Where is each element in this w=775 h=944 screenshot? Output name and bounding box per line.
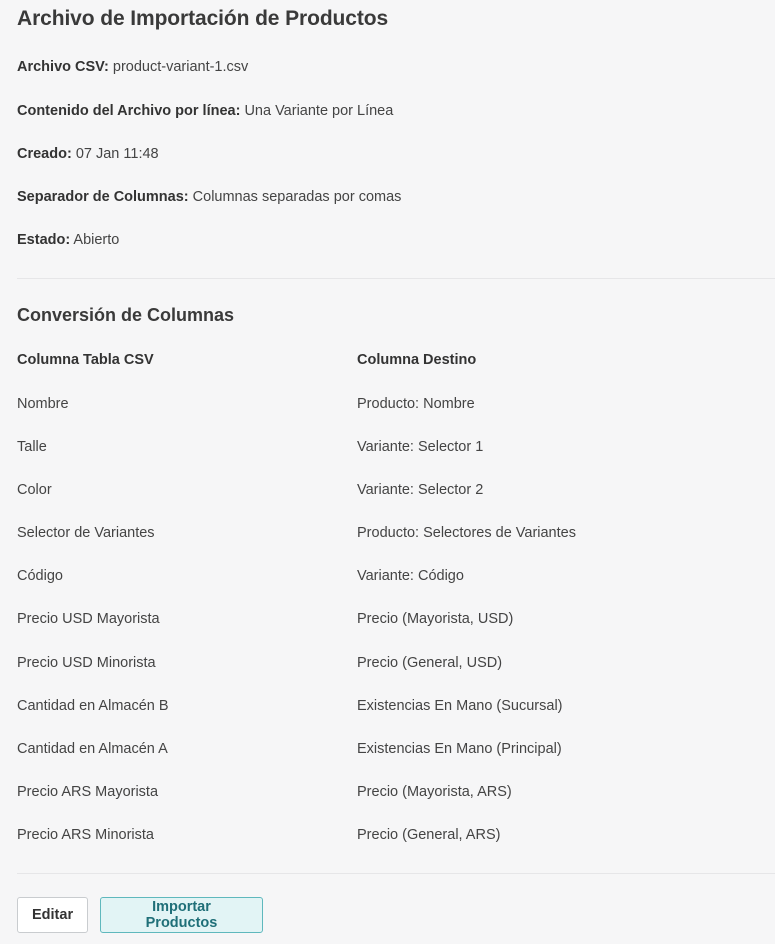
target-column-name: Producto: Nombre	[357, 396, 475, 412]
target-column-name: Variante: Código	[357, 568, 464, 584]
detail-created	[17, 146, 159, 162]
csv-column-name: Código	[17, 568, 63, 584]
target-column-name: Producto: Selectores de Variantes	[357, 525, 576, 541]
target-column-name: Existencias En Mano (Principal)	[357, 741, 562, 757]
target-column-header: Columna Destino	[357, 352, 477, 368]
detail-label: Archivo CSV:	[17, 59, 109, 75]
detail-value: Una Variante por Línea	[244, 103, 394, 119]
mapping-row	[17, 741, 757, 761]
target-column-name: Existencias En Mano (Sucursal)	[357, 698, 563, 714]
mapping-row	[17, 827, 757, 847]
csv-column-name: Cantidad en Almacén B	[17, 698, 169, 714]
target-column-name: Precio (Mayorista, USD)	[357, 611, 514, 627]
csv-column-name: Talle	[17, 439, 47, 455]
detail-label: Creado:	[17, 146, 72, 162]
detail-label: Estado:	[17, 232, 71, 248]
detail-value: Columnas separadas por comas	[192, 189, 402, 205]
detail-value: 07 Jan 11:48	[75, 146, 159, 162]
csv-column-name: Color	[17, 482, 52, 498]
actions-divider	[17, 873, 775, 874]
detail-value: Abierto	[73, 232, 120, 248]
csv-column-name: Selector de Variantes	[17, 525, 155, 541]
detail-csv-file	[17, 59, 248, 75]
source-column-header: Columna Tabla CSV	[17, 352, 154, 368]
detail-value: product-variant-1.csv	[112, 59, 249, 75]
detail-status	[17, 232, 119, 248]
section-divider	[17, 278, 775, 279]
target-column-name: Precio (Mayorista, ARS)	[357, 784, 512, 800]
target-column-name: Precio (General, USD)	[357, 655, 503, 671]
import-products-button[interactable]: Importar Productos	[100, 897, 263, 933]
csv-column-name: Precio USD Minorista	[17, 655, 156, 671]
detail-column-separator	[17, 189, 401, 205]
mapping-row	[17, 698, 757, 718]
target-column-name: Variante: Selector 2	[357, 482, 484, 498]
detail-label: Contenido del Archivo por línea:	[17, 103, 241, 119]
csv-column-name: Nombre	[17, 396, 69, 412]
csv-column-name: Precio USD Mayorista	[17, 611, 160, 627]
target-column-name: Variante: Selector 1	[357, 439, 484, 455]
mapping-row	[17, 611, 757, 631]
csv-column-name: Precio ARS Mayorista	[17, 784, 159, 800]
csv-column-name: Cantidad en Almacén A	[17, 741, 168, 757]
mapping-row	[17, 396, 757, 416]
detail-label: Separador de Columnas:	[17, 189, 189, 205]
target-column-name: Precio (General, ARS)	[357, 827, 501, 843]
detail-file-content	[17, 103, 393, 119]
csv-column-name: Precio ARS Minorista	[17, 827, 154, 843]
mapping-row	[17, 784, 757, 804]
mapping-row	[17, 568, 757, 588]
mapping-row	[17, 655, 757, 675]
mapping-section-title: Conversión de Columnas	[17, 305, 235, 325]
mapping-row	[17, 482, 757, 502]
mapping-row	[17, 439, 757, 459]
mapping-row	[17, 525, 757, 545]
page-title: Archivo de Importación de Productos	[17, 7, 389, 30]
edit-button[interactable]: Editar	[17, 897, 88, 933]
